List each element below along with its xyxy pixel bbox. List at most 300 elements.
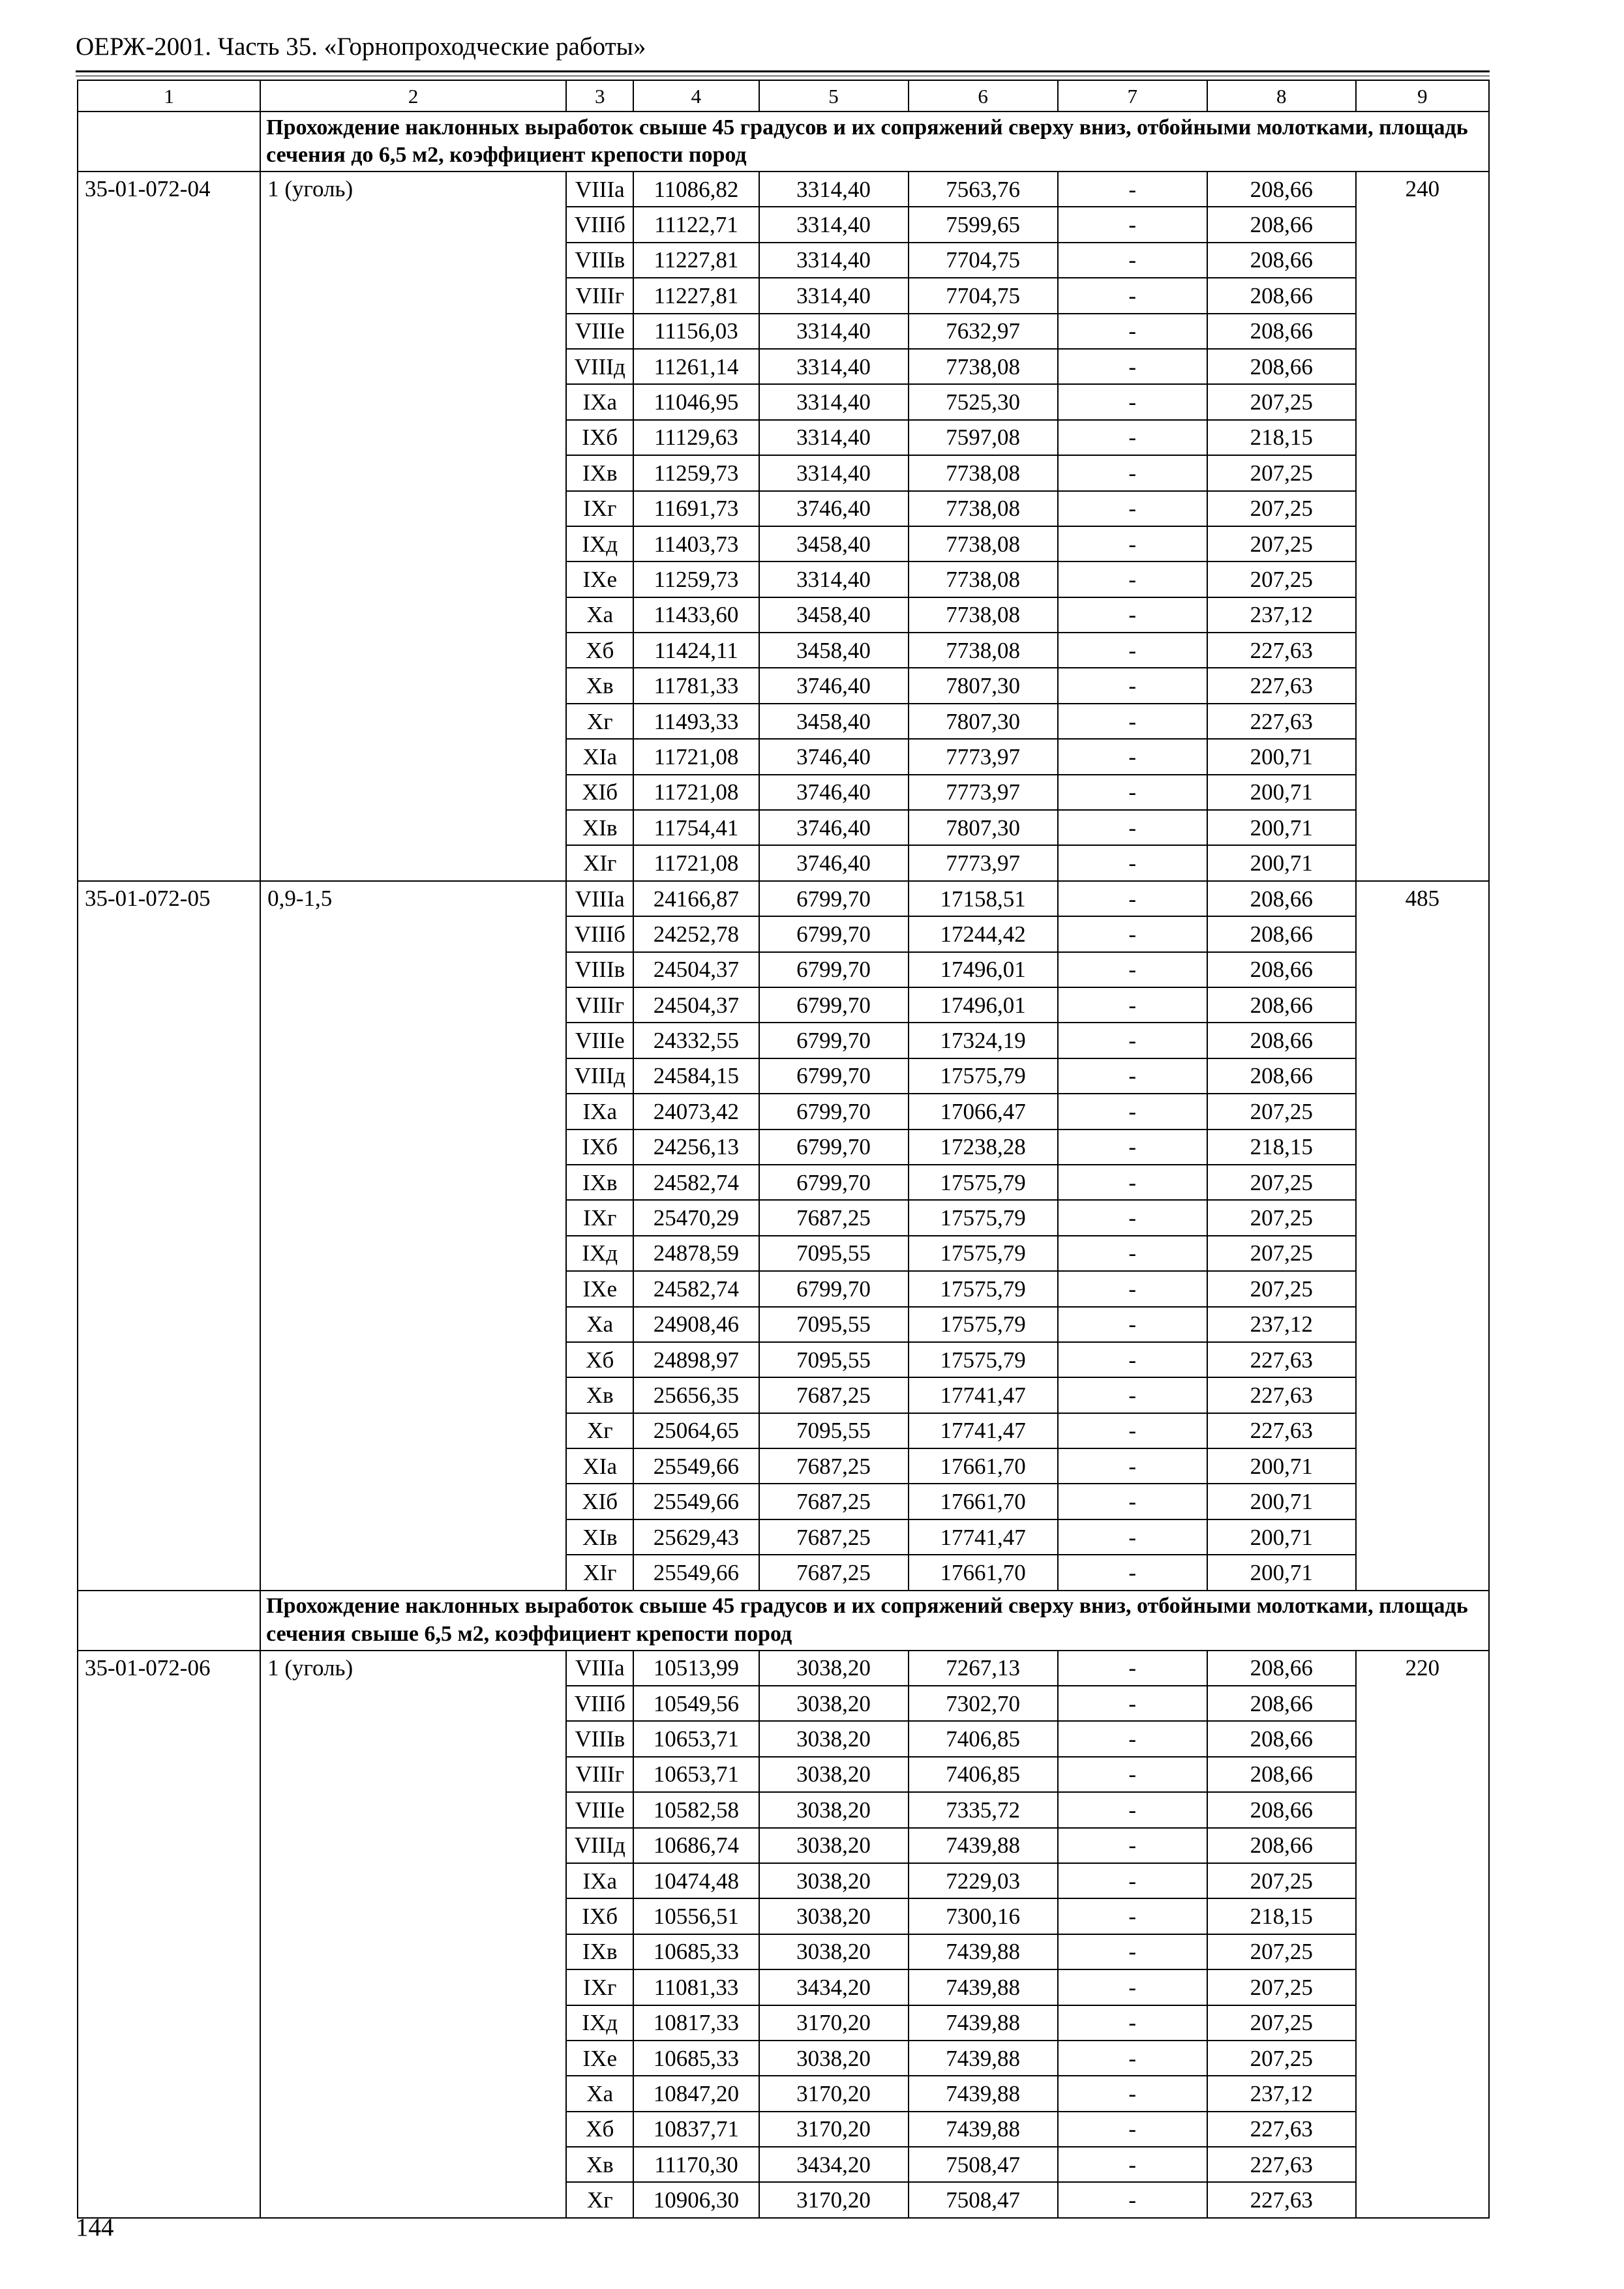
section-header-row: [78, 1591, 1489, 1651]
section-title: Прохождение наклонных выработок свыше 45 градусов и их сопряжений сверху вниз, отбойными молотками, площадь сечения до 6,5 м2, коэффициент крепости пород: [260, 112, 1489, 172]
total-cost-cell: 10817,33: [633, 2005, 759, 2041]
section-header-spacer: [78, 1591, 260, 1651]
total-cost-cell: 10686,74: [633, 1828, 759, 1863]
incl-wages-cell: -: [1058, 526, 1207, 561]
wages-cell: 7687,25: [759, 1484, 909, 1519]
materials-cell: 208,66: [1207, 881, 1356, 916]
rock-class-cell: IXб: [566, 420, 633, 455]
materials-cell: 207,25: [1207, 384, 1356, 419]
total-cost-cell: 24166,87: [633, 881, 759, 916]
materials-cell: 208,66: [1207, 1828, 1356, 1863]
wages-cell: 3038,20: [759, 1721, 909, 1756]
rock-class-cell: VIIIб: [566, 1686, 633, 1721]
rock-class-cell: IXб: [566, 1130, 633, 1165]
materials-cell: 227,63: [1207, 2147, 1356, 2182]
rock-class-cell: IXа: [566, 1094, 633, 1129]
total-cost-cell: 11781,33: [633, 668, 759, 703]
incl-wages-cell: -: [1058, 1863, 1207, 1898]
wages-cell: 7095,55: [759, 1342, 909, 1377]
table-row: [78, 172, 1489, 207]
rock-class-cell: VIIIб: [566, 916, 633, 951]
materials-cell: 208,66: [1207, 243, 1356, 278]
header-rule-thick: [76, 70, 1490, 72]
total-cost-cell: 11046,95: [633, 384, 759, 419]
machines-cell: 17575,79: [909, 1271, 1058, 1306]
machines-cell: 17066,47: [909, 1094, 1058, 1129]
rock-class-cell: IXв: [566, 455, 633, 490]
total-cost-cell: 25549,66: [633, 1555, 759, 1590]
wages-cell: 3170,20: [759, 2076, 909, 2111]
incl-wages-cell: -: [1058, 420, 1207, 455]
machines-cell: 17661,70: [909, 1555, 1058, 1590]
wages-cell: 3746,40: [759, 845, 909, 880]
incl-wages-cell: -: [1058, 597, 1207, 633]
materials-cell: 200,71: [1207, 739, 1356, 774]
materials-cell: 208,66: [1207, 987, 1356, 1023]
rock-class-cell: IXе: [566, 2041, 633, 2076]
wages-cell: 3038,20: [759, 1757, 909, 1792]
materials-cell: 208,66: [1207, 349, 1356, 384]
column-number-row: [78, 80, 1489, 112]
machines-cell: 7406,85: [909, 1757, 1058, 1792]
incl-wages-cell: -: [1058, 668, 1207, 703]
machines-cell: 17575,79: [909, 1342, 1058, 1377]
incl-wages-cell: -: [1058, 1448, 1207, 1484]
machines-cell: 7807,30: [909, 668, 1058, 703]
incl-wages-cell: -: [1058, 1555, 1207, 1590]
total-cost-cell: 25064,65: [633, 1413, 759, 1448]
incl-wages-cell: -: [1058, 2076, 1207, 2111]
total-cost-cell: 11259,73: [633, 561, 759, 597]
incl-wages-cell: -: [1058, 1023, 1207, 1058]
machines-cell: 7439,88: [909, 2112, 1058, 2147]
total-cost-cell: 10653,71: [633, 1757, 759, 1792]
wages-cell: 3038,20: [759, 1898, 909, 1934]
document-header-title: ОЕРЖ-2001. Часть 35. «Горнопроходческие работы»: [76, 33, 646, 61]
wages-cell: 3038,20: [759, 1934, 909, 1969]
materials-cell: 227,63: [1207, 1342, 1356, 1377]
machines-cell: 7773,97: [909, 739, 1058, 774]
machines-cell: 7439,88: [909, 1828, 1058, 1863]
machines-cell: 17496,01: [909, 952, 1058, 987]
incl-wages-cell: -: [1058, 1200, 1207, 1235]
incl-wages-cell: -: [1058, 881, 1207, 916]
machines-cell: 17575,79: [909, 1165, 1058, 1200]
machines-cell: 7525,30: [909, 384, 1058, 419]
total-cost-cell: 25549,66: [633, 1448, 759, 1484]
materials-cell: 237,12: [1207, 2076, 1356, 2111]
materials-cell: 207,25: [1207, 2041, 1356, 2076]
wages-cell: 3746,40: [759, 739, 909, 774]
total-cost-cell: 11261,14: [633, 349, 759, 384]
machines-cell: 7738,08: [909, 526, 1058, 561]
machines-cell: 17158,51: [909, 881, 1058, 916]
incl-wages-cell: -: [1058, 2041, 1207, 2076]
wages-cell: 3314,40: [759, 172, 909, 207]
machines-cell: 7807,30: [909, 810, 1058, 845]
total-cost-cell: 11754,41: [633, 810, 759, 845]
machines-cell: 7439,88: [909, 2005, 1058, 2041]
rock-class-cell: Xб: [566, 1342, 633, 1377]
materials-cell: 200,71: [1207, 1555, 1356, 1590]
rock-class-cell: Xг: [566, 704, 633, 739]
wages-cell: 3314,40: [759, 243, 909, 278]
materials-cell: 207,25: [1207, 1165, 1356, 1200]
rock-class-cell: VIIIд: [566, 349, 633, 384]
incl-wages-cell: -: [1058, 561, 1207, 597]
machines-cell: 17741,47: [909, 1377, 1058, 1413]
section-title: Прохождение наклонных выработок свыше 45 градусов и их сопряжений сверху вниз, отбойными молотками, площадь сечения свыше 6,5 м2, коэффициент крепости пород: [260, 1591, 1489, 1651]
wages-cell: 7687,25: [759, 1448, 909, 1484]
rock-class-cell: VIIIв: [566, 1721, 633, 1756]
total-cost-cell: 11259,73: [633, 455, 759, 490]
materials-cell: 208,66: [1207, 952, 1356, 987]
rock-class-cell: VIIIе: [566, 1792, 633, 1827]
wages-cell: 7095,55: [759, 1307, 909, 1342]
total-cost-cell: 11122,71: [633, 207, 759, 242]
incl-wages-cell: -: [1058, 1519, 1207, 1555]
machines-cell: 7704,75: [909, 278, 1058, 313]
rock-type: 0,9-1,5: [260, 881, 566, 1591]
machines-cell: 7439,88: [909, 2041, 1058, 2076]
total-cost-cell: 11721,08: [633, 775, 759, 810]
incl-wages-cell: -: [1058, 1271, 1207, 1306]
machines-cell: 17575,79: [909, 1200, 1058, 1235]
total-cost-cell: 24898,97: [633, 1342, 759, 1377]
total-cost-cell: 10549,56: [633, 1686, 759, 1721]
norms-table: [77, 80, 1490, 2219]
column-number: 1: [78, 80, 260, 112]
rock-class-cell: Xа: [566, 2076, 633, 2111]
machines-cell: 17575,79: [909, 1236, 1058, 1271]
rock-class-cell: VIIIд: [566, 1828, 633, 1863]
rock-class-cell: XIг: [566, 845, 633, 880]
rock-class-cell: IXе: [566, 561, 633, 597]
rock-class-cell: VIIIд: [566, 1058, 633, 1094]
norm-code: 35-01-072-06: [78, 1651, 260, 2218]
materials-cell: 200,71: [1207, 1519, 1356, 1555]
wages-cell: 6799,70: [759, 1165, 909, 1200]
materials-cell: 227,63: [1207, 2182, 1356, 2217]
total-cost-cell: 10513,99: [633, 1651, 759, 1686]
incl-wages-cell: -: [1058, 1792, 1207, 1827]
incl-wages-cell: -: [1058, 1165, 1207, 1200]
wages-cell: 3434,20: [759, 1969, 909, 2005]
machines-cell: 17244,42: [909, 916, 1058, 951]
rock-class-cell: IXг: [566, 1200, 633, 1235]
materials-cell: 208,66: [1207, 172, 1356, 207]
rock-class-cell: VIIIг: [566, 987, 633, 1023]
machines-cell: 17741,47: [909, 1519, 1058, 1555]
rock-class-cell: IXг: [566, 1969, 633, 2005]
materials-cell: 227,63: [1207, 633, 1356, 668]
rock-class-cell: VIIIв: [566, 952, 633, 987]
wages-cell: 7687,25: [759, 1200, 909, 1235]
total-cost-cell: 11721,08: [633, 739, 759, 774]
rock-class-cell: VIIIе: [566, 314, 633, 349]
rock-class-cell: XIв: [566, 810, 633, 845]
materials-cell: 208,66: [1207, 1023, 1356, 1058]
incl-wages-cell: -: [1058, 2147, 1207, 2182]
wages-cell: 6799,70: [759, 916, 909, 951]
machines-cell: 7508,47: [909, 2182, 1058, 2217]
materials-cell: 207,25: [1207, 1200, 1356, 1235]
machines-cell: 17575,79: [909, 1058, 1058, 1094]
total-cost-cell: 11081,33: [633, 1969, 759, 2005]
materials-cell: 208,66: [1207, 207, 1356, 242]
incl-wages-cell: -: [1058, 1377, 1207, 1413]
total-cost-cell: 24256,13: [633, 1130, 759, 1165]
total-cost-cell: 24878,59: [633, 1236, 759, 1271]
total-cost-cell: 11403,73: [633, 526, 759, 561]
incl-wages-cell: -: [1058, 1236, 1207, 1271]
machines-cell: 7508,47: [909, 2147, 1058, 2182]
machines-cell: 7300,16: [909, 1898, 1058, 1934]
incl-wages-cell: -: [1058, 810, 1207, 845]
incl-wages-cell: -: [1058, 1828, 1207, 1863]
materials-cell: 200,71: [1207, 810, 1356, 845]
column-number: 9: [1356, 80, 1489, 112]
rock-class-cell: IXб: [566, 1898, 633, 1934]
wages-cell: 3746,40: [759, 775, 909, 810]
incl-wages-cell: -: [1058, 1094, 1207, 1129]
rock-class-cell: IXа: [566, 384, 633, 419]
materials-cell: 208,66: [1207, 1651, 1356, 1686]
wages-cell: 3038,20: [759, 1828, 909, 1863]
wages-cell: 3746,40: [759, 491, 909, 526]
wages-cell: 7687,25: [759, 1555, 909, 1590]
machines-cell: 7738,08: [909, 597, 1058, 633]
wages-cell: 3458,40: [759, 633, 909, 668]
incl-wages-cell: -: [1058, 1342, 1207, 1377]
rock-class-cell: Xг: [566, 1413, 633, 1448]
machines-cell: 7563,76: [909, 172, 1058, 207]
total-cost-cell: 24582,74: [633, 1271, 759, 1306]
rock-class-cell: IXд: [566, 2005, 633, 2041]
incl-wages-cell: -: [1058, 1413, 1207, 1448]
total-cost-cell: 11227,81: [633, 243, 759, 278]
column-number: 8: [1207, 80, 1356, 112]
wages-cell: 3314,40: [759, 384, 909, 419]
total-cost-cell: 24908,46: [633, 1307, 759, 1342]
incl-wages-cell: -: [1058, 455, 1207, 490]
incl-wages-cell: -: [1058, 739, 1207, 774]
table-row: [78, 1651, 1489, 1686]
section-header-spacer: [78, 112, 260, 172]
wages-cell: 6799,70: [759, 1271, 909, 1306]
incl-wages-cell: -: [1058, 1757, 1207, 1792]
wages-cell: 3458,40: [759, 704, 909, 739]
wages-cell: 3038,20: [759, 1651, 909, 1686]
materials-cell: 207,25: [1207, 2005, 1356, 2041]
machines-cell: 17575,79: [909, 1307, 1058, 1342]
labor-cell: 485: [1356, 881, 1489, 1591]
total-cost-cell: 11691,73: [633, 491, 759, 526]
rock-class-cell: IXд: [566, 1236, 633, 1271]
materials-cell: 207,25: [1207, 491, 1356, 526]
total-cost-cell: 10556,51: [633, 1898, 759, 1934]
wages-cell: 3314,40: [759, 420, 909, 455]
rock-class-cell: VIIIг: [566, 278, 633, 313]
rock-class-cell: VIIIв: [566, 243, 633, 278]
total-cost-cell: 10685,33: [633, 2041, 759, 2076]
table-row: [78, 881, 1489, 916]
machines-cell: 17238,28: [909, 1130, 1058, 1165]
total-cost-cell: 11424,11: [633, 633, 759, 668]
rock-class-cell: VIIIа: [566, 172, 633, 207]
incl-wages-cell: -: [1058, 2005, 1207, 2041]
rock-class-cell: Xб: [566, 2112, 633, 2147]
wages-cell: 3038,20: [759, 1792, 909, 1827]
total-cost-cell: 24073,42: [633, 1094, 759, 1129]
materials-cell: 208,66: [1207, 916, 1356, 951]
wages-cell: 7095,55: [759, 1413, 909, 1448]
wages-cell: 6799,70: [759, 987, 909, 1023]
wages-cell: 3314,40: [759, 561, 909, 597]
machines-cell: 7439,88: [909, 2076, 1058, 2111]
materials-cell: 237,12: [1207, 1307, 1356, 1342]
wages-cell: 7095,55: [759, 1236, 909, 1271]
machines-cell: 17324,19: [909, 1023, 1058, 1058]
total-cost-cell: 11227,81: [633, 278, 759, 313]
machines-cell: 7773,97: [909, 845, 1058, 880]
rock-class-cell: Xа: [566, 1307, 633, 1342]
machines-cell: 7267,13: [909, 1651, 1058, 1686]
total-cost-cell: 10582,58: [633, 1792, 759, 1827]
machines-cell: 7597,08: [909, 420, 1058, 455]
rock-class-cell: IXв: [566, 1934, 633, 1969]
wages-cell: 3038,20: [759, 2041, 909, 2076]
incl-wages-cell: -: [1058, 1934, 1207, 1969]
rock-class-cell: XIв: [566, 1519, 633, 1555]
wages-cell: 3746,40: [759, 668, 909, 703]
materials-cell: 200,71: [1207, 775, 1356, 810]
machines-cell: 7439,88: [909, 1934, 1058, 1969]
machines-cell: 17661,70: [909, 1448, 1058, 1484]
total-cost-cell: 11129,63: [633, 420, 759, 455]
incl-wages-cell: -: [1058, 633, 1207, 668]
machines-cell: 7335,72: [909, 1792, 1058, 1827]
column-number: 7: [1058, 80, 1207, 112]
wages-cell: 3746,40: [759, 810, 909, 845]
labor-cell: 220: [1356, 1651, 1489, 2218]
materials-cell: 208,66: [1207, 1686, 1356, 1721]
machines-cell: 7632,97: [909, 314, 1058, 349]
materials-cell: 237,12: [1207, 597, 1356, 633]
total-cost-cell: 24584,15: [633, 1058, 759, 1094]
rock-class-cell: VIIIа: [566, 1651, 633, 1686]
incl-wages-cell: -: [1058, 1130, 1207, 1165]
materials-cell: 208,66: [1207, 1792, 1356, 1827]
incl-wages-cell: -: [1058, 916, 1207, 951]
materials-cell: 207,25: [1207, 526, 1356, 561]
materials-cell: 208,66: [1207, 278, 1356, 313]
materials-cell: 207,25: [1207, 1863, 1356, 1898]
incl-wages-cell: -: [1058, 491, 1207, 526]
total-cost-cell: 10653,71: [633, 1721, 759, 1756]
wages-cell: 3314,40: [759, 278, 909, 313]
total-cost-cell: 25549,66: [633, 1484, 759, 1519]
materials-cell: 227,63: [1207, 668, 1356, 703]
incl-wages-cell: -: [1058, 1898, 1207, 1934]
machines-cell: 7302,70: [909, 1686, 1058, 1721]
materials-cell: 207,25: [1207, 1934, 1356, 1969]
incl-wages-cell: -: [1058, 1307, 1207, 1342]
materials-cell: 200,71: [1207, 845, 1356, 880]
total-cost-cell: 24582,74: [633, 1165, 759, 1200]
rock-class-cell: IXг: [566, 491, 633, 526]
rock-class-cell: VIIIа: [566, 881, 633, 916]
incl-wages-cell: -: [1058, 1058, 1207, 1094]
materials-cell: 207,25: [1207, 455, 1356, 490]
column-number: 4: [633, 80, 759, 112]
incl-wages-cell: -: [1058, 172, 1207, 207]
wages-cell: 7687,25: [759, 1377, 909, 1413]
wages-cell: 3314,40: [759, 207, 909, 242]
materials-cell: 200,71: [1207, 1484, 1356, 1519]
rock-class-cell: XIа: [566, 1448, 633, 1484]
incl-wages-cell: -: [1058, 845, 1207, 880]
incl-wages-cell: -: [1058, 278, 1207, 313]
total-cost-cell: 10906,30: [633, 2182, 759, 2217]
machines-cell: 7229,03: [909, 1863, 1058, 1898]
rock-class-cell: IXа: [566, 1863, 633, 1898]
machines-cell: 7807,30: [909, 704, 1058, 739]
wages-cell: 3458,40: [759, 597, 909, 633]
rock-class-cell: VIIIг: [566, 1757, 633, 1792]
incl-wages-cell: -: [1058, 952, 1207, 987]
incl-wages-cell: -: [1058, 987, 1207, 1023]
rock-type: 1 (уголь): [260, 172, 566, 881]
section-header-row: [78, 112, 1489, 172]
machines-cell: 7439,88: [909, 1969, 1058, 2005]
wages-cell: 3314,40: [759, 349, 909, 384]
rock-type: 1 (уголь): [260, 1651, 566, 2218]
wages-cell: 3038,20: [759, 1686, 909, 1721]
column-number: 5: [759, 80, 909, 112]
wages-cell: 3314,40: [759, 455, 909, 490]
incl-wages-cell: -: [1058, 775, 1207, 810]
incl-wages-cell: -: [1058, 349, 1207, 384]
incl-wages-cell: -: [1058, 1651, 1207, 1686]
materials-cell: 218,15: [1207, 1130, 1356, 1165]
rock-class-cell: XIг: [566, 1555, 633, 1590]
total-cost-cell: 10847,20: [633, 2076, 759, 2111]
materials-cell: 227,63: [1207, 704, 1356, 739]
total-cost-cell: 11170,30: [633, 2147, 759, 2182]
incl-wages-cell: -: [1058, 704, 1207, 739]
rock-class-cell: IXв: [566, 1165, 633, 1200]
machines-cell: 17496,01: [909, 987, 1058, 1023]
incl-wages-cell: -: [1058, 2112, 1207, 2147]
machines-cell: 7738,08: [909, 561, 1058, 597]
total-cost-cell: 11086,82: [633, 172, 759, 207]
wages-cell: 6799,70: [759, 952, 909, 987]
wages-cell: 6799,70: [759, 1130, 909, 1165]
total-cost-cell: 24252,78: [633, 916, 759, 951]
rock-class-cell: IXд: [566, 526, 633, 561]
total-cost-cell: 11156,03: [633, 314, 759, 349]
materials-cell: 218,15: [1207, 420, 1356, 455]
total-cost-cell: 24504,37: [633, 987, 759, 1023]
machines-cell: 7773,97: [909, 775, 1058, 810]
total-cost-cell: 24332,55: [633, 1023, 759, 1058]
wages-cell: 3314,40: [759, 314, 909, 349]
total-cost-cell: 25470,29: [633, 1200, 759, 1235]
materials-cell: 207,25: [1207, 1271, 1356, 1306]
rock-class-cell: IXе: [566, 1271, 633, 1306]
total-cost-cell: 25656,35: [633, 1377, 759, 1413]
